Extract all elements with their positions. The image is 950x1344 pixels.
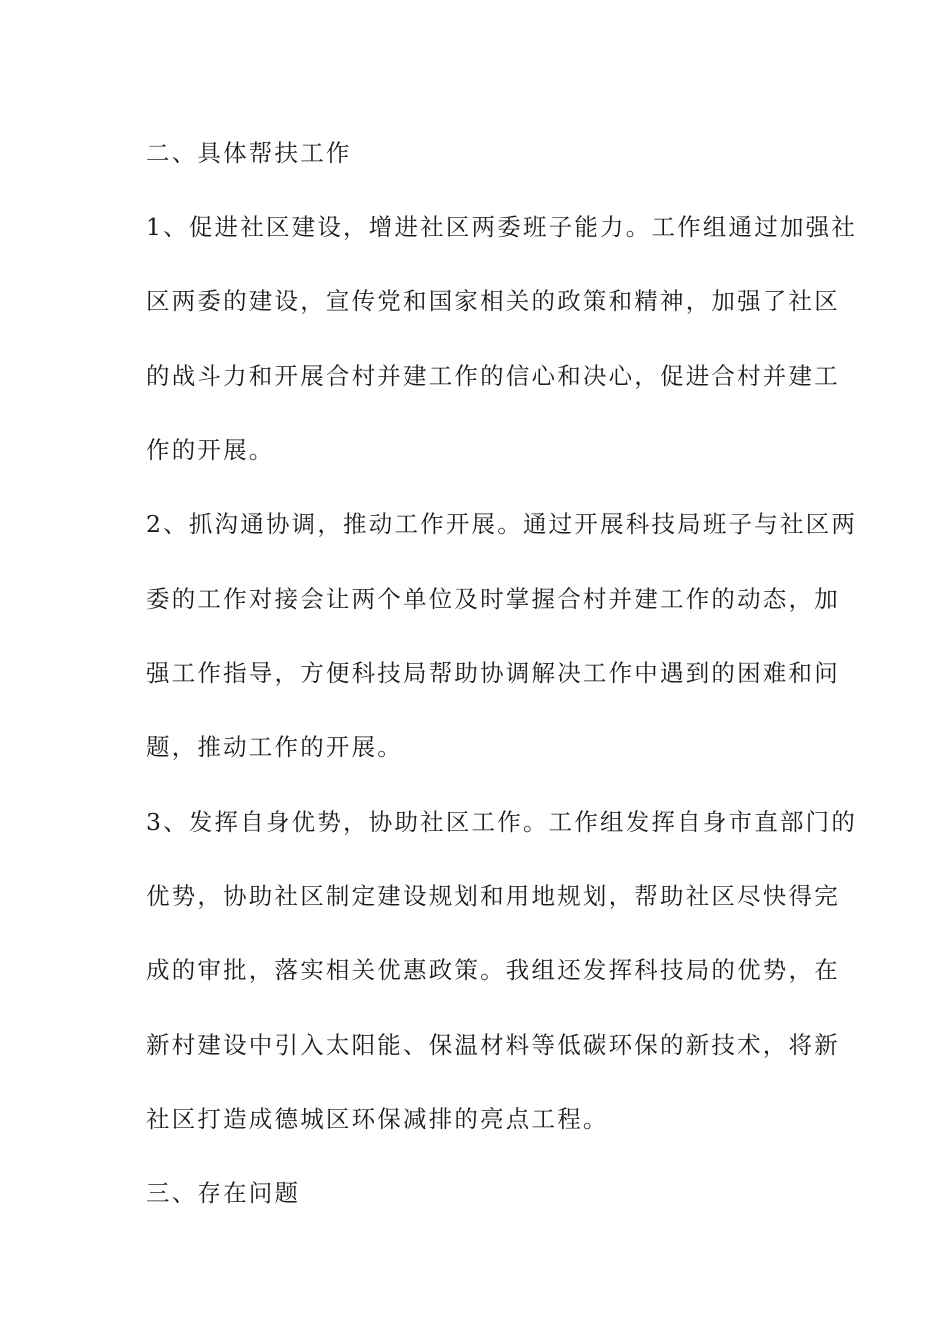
paragraph-line: 区两委的建设，宣传党和国家相关的政策和精神，加强了社区: [146, 287, 840, 315]
paragraph-line: 成的审批，落实相关优惠政策。我组还发挥科技局的优势，在: [146, 956, 840, 984]
paragraph-line: 社区打造成德城区环保减排的亮点工程。: [146, 1105, 609, 1133]
paragraph-line: 作的开展。: [146, 436, 275, 464]
paragraph-line: 题，推动工作的开展。: [146, 733, 403, 761]
paragraph-line: 新村建设中引入太阳能、保温材料等低碳环保的新技术，将新: [146, 1031, 840, 1059]
paragraph-line: 的战斗力和开展合村并建工作的信心和决心，促进合村并建工: [146, 362, 840, 390]
paragraph-line: 1、促进社区建设，增进社区两委班子能力。工作组通过加强社: [146, 213, 858, 241]
paragraph-line: 2、抓沟通协调，推动工作开展。通过开展科技局班子与社区两: [146, 510, 858, 538]
paragraph-line: 委的工作对接会让两个单位及时掌握合村并建工作的动态，加: [146, 585, 840, 613]
paragraph-line: 优势，协助社区制定建设规划和用地规划，帮助社区尽快得完: [146, 882, 840, 910]
paragraph-line: 3、发挥自身优势，协助社区工作。工作组发挥自身市直部门的: [146, 808, 858, 836]
paragraph-line: 强工作指导，方便科技局帮助协调解决工作中遇到的困难和问: [146, 659, 840, 687]
section-heading-existing-problems: 三、存在问题: [146, 1179, 301, 1207]
section-heading-specific-assistance: 二、具体帮扶工作: [146, 139, 352, 167]
